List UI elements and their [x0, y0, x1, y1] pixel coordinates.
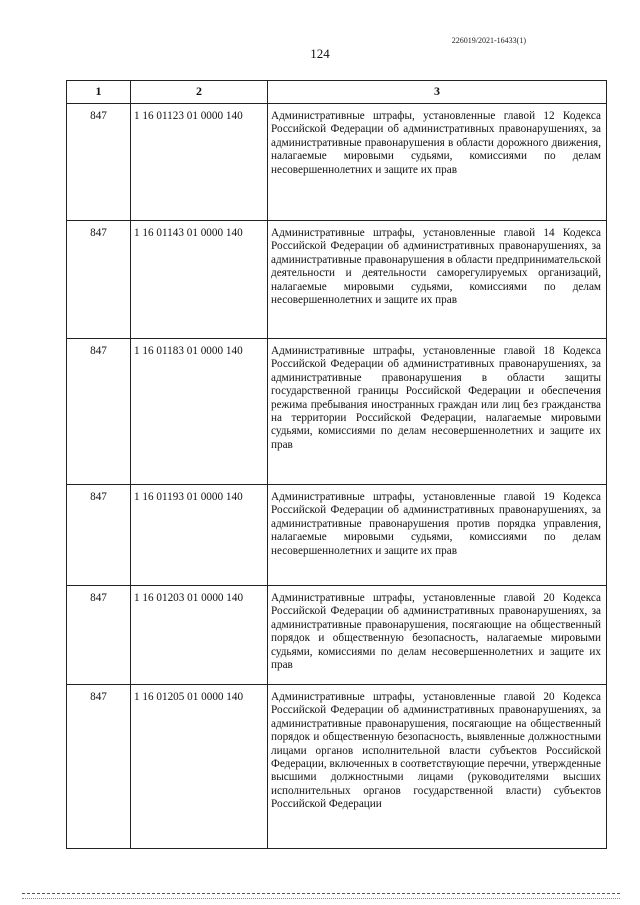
footer-divider-dotted	[22, 898, 620, 899]
table-row	[67, 339, 607, 485]
description-cell: Административные штрафы, установленные главой 12 Кодекса Российской Федерации об административных правонарушениях, за административные правонарушения в области дорожного движения, налагаемые мировыми судьями, комиссиями по делам несовершеннолетних и защите их прав	[268, 104, 607, 221]
table-row	[67, 586, 607, 685]
admin-code-cell: 847	[67, 586, 131, 685]
admin-code-cell: 847	[67, 485, 131, 586]
description-cell: Административные штрафы, установленные главой 19 Кодекса Российской Федерации об административных правонарушениях, за административные правонарушения против порядка управления, налагаемые мировыми судьями, комиссиями по делам несовершеннолетних и защите их прав	[268, 485, 607, 586]
kbk-code-cell: 1 16 01183 01 0000 140	[131, 339, 268, 485]
table-row	[67, 485, 607, 586]
table-row	[67, 221, 607, 339]
column-header-1: 1	[67, 81, 131, 104]
description-cell: Административные штрафы, установленные главой 18 Кодекса Российской Федерации об административных правонарушениях, за административные правонарушения в области защиты государственной границы Российской Федерации и обеспечения режима пребывания иностранных граждан или лиц без гражданства на территории Российской Федерации, налагаемые мировыми судьями, комиссиями по делам несовершеннолетних и защите их прав	[268, 339, 607, 485]
kbk-code-cell: 1 16 01143 01 0000 140	[131, 221, 268, 339]
description-cell: Административные штрафы, установленные главой 14 Кодекса Российской Федерации об административных правонарушениях, за административные правонарушения в области предпринимательской деятельности и деятельности саморегулируемых организаций, налагаемые мировыми судьями, комиссиями по делам несовершеннолетних и защите их прав	[268, 221, 607, 339]
admin-code-cell: 847	[67, 339, 131, 485]
description-cell: Административные штрафы, установленные главой 20 Кодекса Российской Федерации об административных правонарушениях, за административные правонарушения, посягающие на общественный порядок и общественную безопасность, налагаемые мировыми судьями, комиссиями по делам несовершеннолетних и защите их прав	[268, 586, 607, 685]
description-cell: Административные штрафы, установленные главой 20 Кодекса Российской Федерации об административных правонарушениях, за административные правонарушения, посягающие на общественный порядок и общественную безопасность, выявленные должностными лицами органов исполнительной власти субъектов Российской Федерации, включенных в соответствующие перечни, утвержденные высшими должностными лицами (руководителями высших исполнительных органов государственной власти) субъектов Российской Федерации	[268, 685, 607, 849]
page-number: 124	[310, 46, 330, 61]
document-id: 226019/2021-16433(1)	[451, 36, 526, 45]
table-row	[67, 685, 607, 849]
kbk-code-cell: 1 16 01205 01 0000 140	[131, 685, 268, 849]
admin-code-cell: 847	[67, 685, 131, 849]
budget-codes-table	[66, 80, 607, 849]
kbk-code-cell: 1 16 01123 01 0000 140	[131, 104, 268, 221]
column-header-2: 2	[131, 81, 268, 104]
footer-divider	[22, 893, 620, 894]
kbk-code-cell: 1 16 01203 01 0000 140	[131, 586, 268, 685]
admin-code-cell: 847	[67, 104, 131, 221]
column-header-3: 3	[268, 81, 607, 104]
kbk-code-cell: 1 16 01193 01 0000 140	[131, 485, 268, 586]
table-header-row	[67, 81, 607, 104]
table-row	[67, 104, 607, 221]
admin-code-cell: 847	[67, 221, 131, 339]
